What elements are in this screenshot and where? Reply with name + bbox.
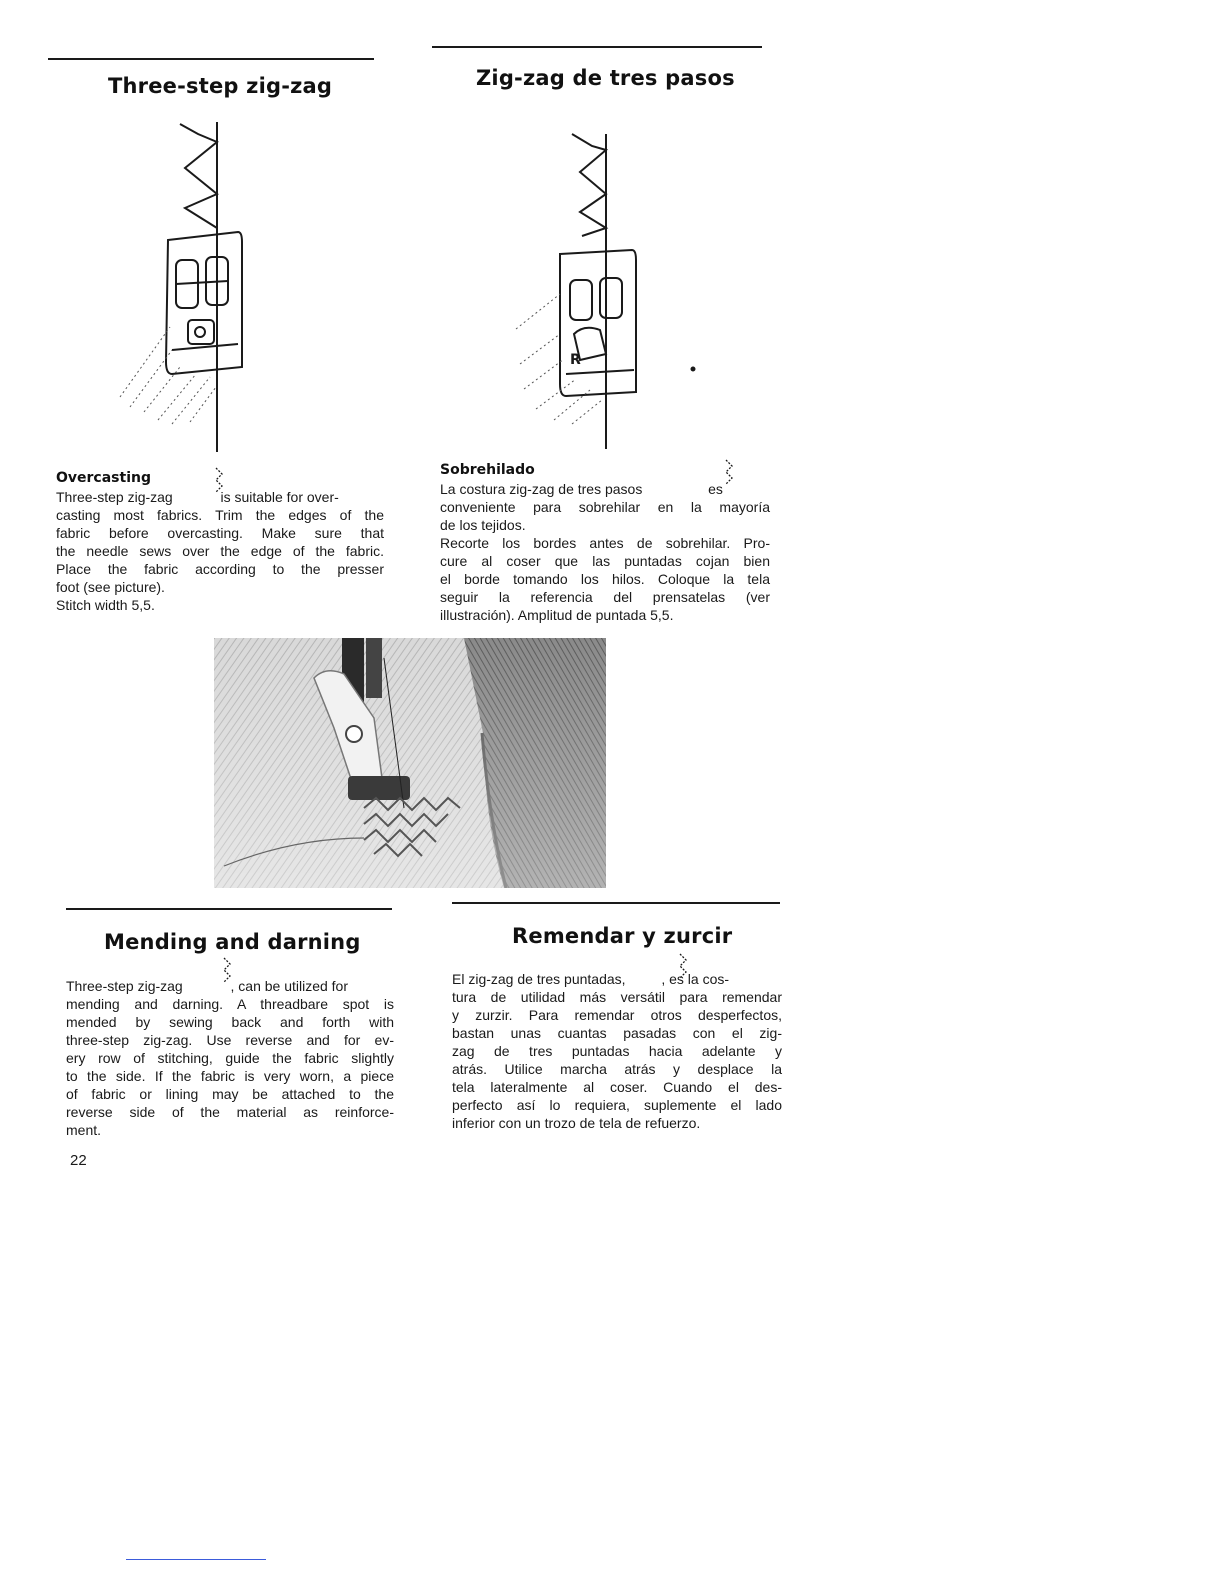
remendar-line-4: bastan unas cuantas pasadas con el zig- [452,1025,782,1041]
left-mending-rule [66,908,392,910]
right-remendar-rule [452,902,780,904]
remendar-line-5: zag de tres puntadas hacia adelante y [452,1043,782,1059]
darning-photo [214,638,606,888]
remendar-line-9: inferior con un trozo de tela de refuerzo. [452,1115,701,1131]
page-number: 22 [70,1152,87,1169]
sobrehilado-line-5: cure al coser que las puntadas cojan bien [440,553,770,569]
overcasting-line-2: casting most fabrics. Trim the edges of the [56,507,384,523]
mending-line-1a: Three-step zig-zag [66,978,183,994]
sobrehilado-line-7: seguir la referencia del prensatelas (ver [440,589,770,605]
remendar-line-2: tura de utilidad más versátil para remendar [452,989,782,1005]
svg-text:R: R [570,352,581,368]
mending-line-1b: , can be utilized for [230,978,349,994]
mending-line-8: reverse side of the material as reinforce- [66,1104,394,1120]
overcasting-line-1a: Three-step zig-zag [56,489,173,505]
sobrehilado-line-1a: La costura zig-zag de tres pasos [440,481,643,497]
mending-text [66,977,394,1139]
mending-line-4: three-step zig-zag. Use reverse and for ev- [66,1032,394,1048]
left-header-rule [48,58,374,60]
presser-foot-illustration-left [110,112,270,462]
overcasting-subtitle: Overcasting [56,470,151,486]
remendar-line-7: tela lateralmente al coser. Cuando el des- [452,1079,782,1095]
sobrehilado-line-4: Recorte los bordes antes de sobrehilar. Pro- [440,535,770,551]
mending-title: Mending and darning [104,930,361,954]
overcasting-line-6: foot (see picture). [56,579,165,595]
mending-line-5: ery row of stitching, guide the fabric slightly [66,1050,394,1066]
footer-rule [126,1559,266,1560]
left-title: Three-step zig-zag [108,74,333,98]
overcasting-line-7: Stitch width 5,5. [56,597,155,613]
sobrehilado-line-6: el borde tomando los hilos. Coloque la tela [440,571,770,587]
sobrehilado-subtitle: Sobrehilado [440,462,535,478]
sobrehilado-text [440,480,770,624]
sobrehilado-line-3: de los tejidos. [440,517,526,533]
remendar-line-3: y zurzir. Para remendar otros desperfectos, [452,1007,782,1023]
remendar-text [452,970,782,1132]
right-title: Zig-zag de tres pasos [476,66,735,90]
overcasting-line-4: the needle sews over the edge of the fabric. [56,543,384,559]
overcasting-line-5: Place the fabric according to the presser [56,561,384,577]
remendar-title: Remendar y zurcir [512,924,733,948]
sobrehilado-line-1b: es [708,481,723,497]
remendar-line-6: atrás. Utilice marcha atrás y desplace la [452,1061,782,1077]
mending-line-3: mended by sewing back and forth with [66,1014,394,1030]
remendar-line-8: perfecto así lo requiera, suplemente el lado [452,1097,782,1113]
sobrehilado-line-2: conveniente para sobrehilar en la mayoría [440,499,770,515]
overcasting-line-3: fabric before overcasting. Make sure that [56,525,384,541]
overcasting-text [56,488,384,614]
mending-line-9: ment. [66,1122,102,1138]
remendar-line-1a: El zig-zag de tres puntadas, [452,971,626,987]
overcasting-line-1b: is suitable for over- [220,489,339,505]
mending-line-6: to the side. If the fabric is very worn, a piece [66,1068,394,1084]
mending-line-7: of fabric or lining may be attached to the [66,1086,394,1102]
mending-line-2: mending and darning. A threadbare spot is [66,996,394,1012]
sobrehilado-line-8: illustración). Amplitud de puntada 5,5. [440,607,674,623]
presser-foot-illustration-right [510,124,700,454]
remendar-line-1b: , es la cos- [661,971,730,987]
right-header-rule [432,46,762,48]
